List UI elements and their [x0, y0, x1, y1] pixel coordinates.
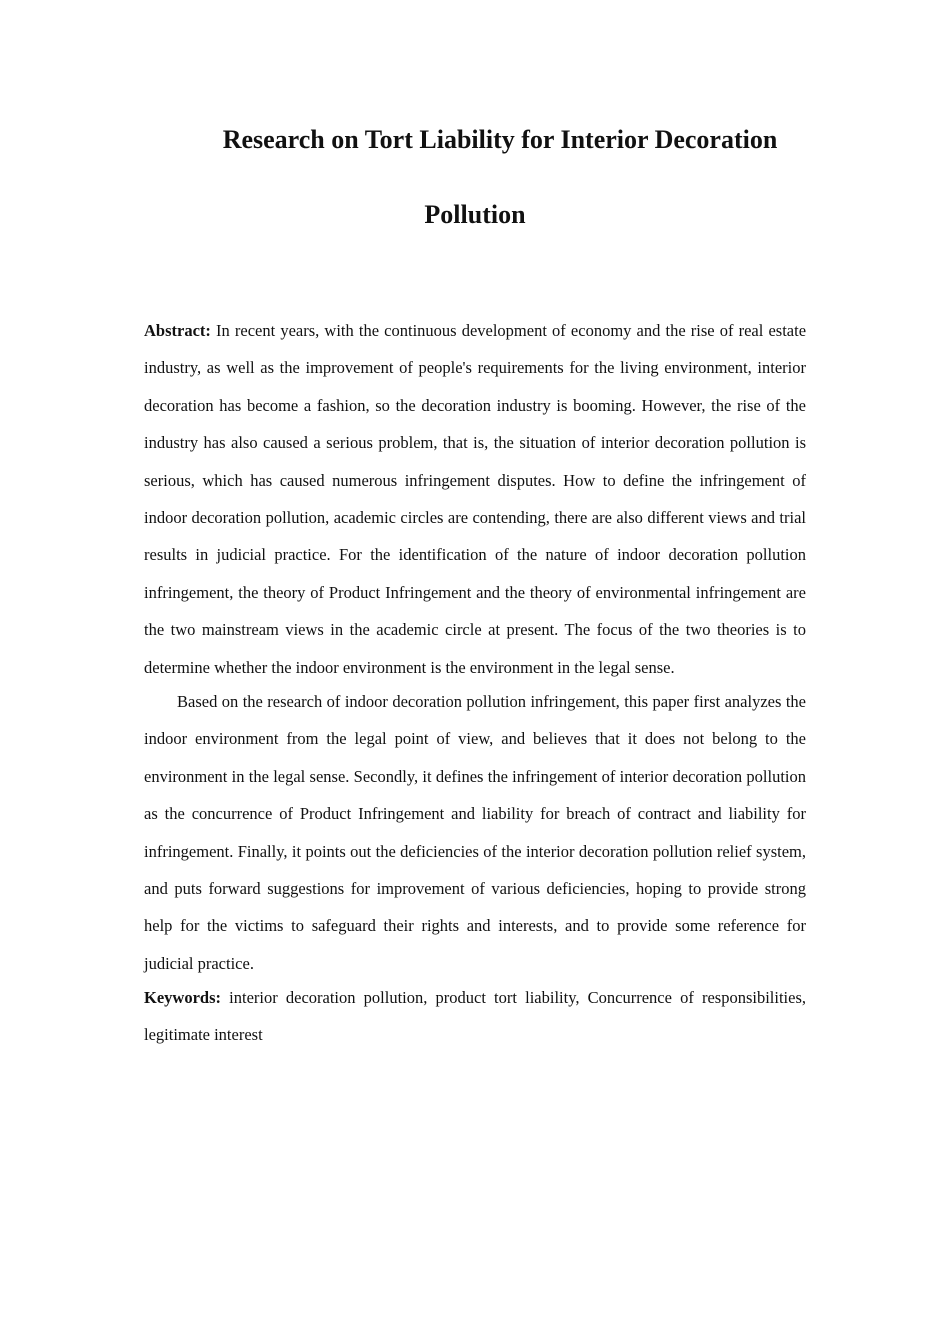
abstract-paragraph — [144, 312, 806, 686]
abstract-label: Abstract: — [144, 321, 211, 340]
keywords-text: interior decoration pollution, product tort liability, Concurrence of responsibilities, legitimate interest — [144, 988, 807, 1045]
body-paragraph: Based on the research of indoor decoration pollution infringement, this paper first analyzes the indoor environment from the legal point of view, and believes that it does not belong to the environment in the legal sense. Secondly, it defines the infringement of interior decoration pollution as the concurrence of Product Infringement and liability for breach of contract and liability for infringement. Finally, it points out the deficiencies of the interior decoration pollution relief system, and puts forward suggestions for improvement of various deficiencies, hoping to provide strong help for the victims to safeguard their rights and interests, and to provide some reference for judicial practice. — [144, 692, 806, 973]
abstract-text: In recent years, with the continuous development of economy and the rise of real estate industry, as well as the improvement of people's requirements for the living environment, interior decoration has become a fashion, so the decoration industry is booming. However, the rise of the industry has also caused a serious problem, that is, the situation of interior decoration pollution is serious, which has caused numerous infringement disputes. How to define the infringement of indoor decoration pollution, academic circles are contending, there are also different views and trial results in judicial practice. For the identification of the nature of indoor decoration pollution infringement, the theory of Product Infringement and the theory of environmental infringement are the two mainstream views in the academic circle at present. The focus of the two theories is to determine whether the indoor environment is the environment in the legal sense. — [144, 321, 807, 677]
keywords-paragraph — [144, 979, 806, 1054]
document-title-line-1: Research on Tort Liability for Interior Decoration — [222, 125, 778, 154]
keywords-label: Keywords: — [144, 988, 221, 1007]
document-title-line-2: Pollution — [424, 200, 526, 229]
